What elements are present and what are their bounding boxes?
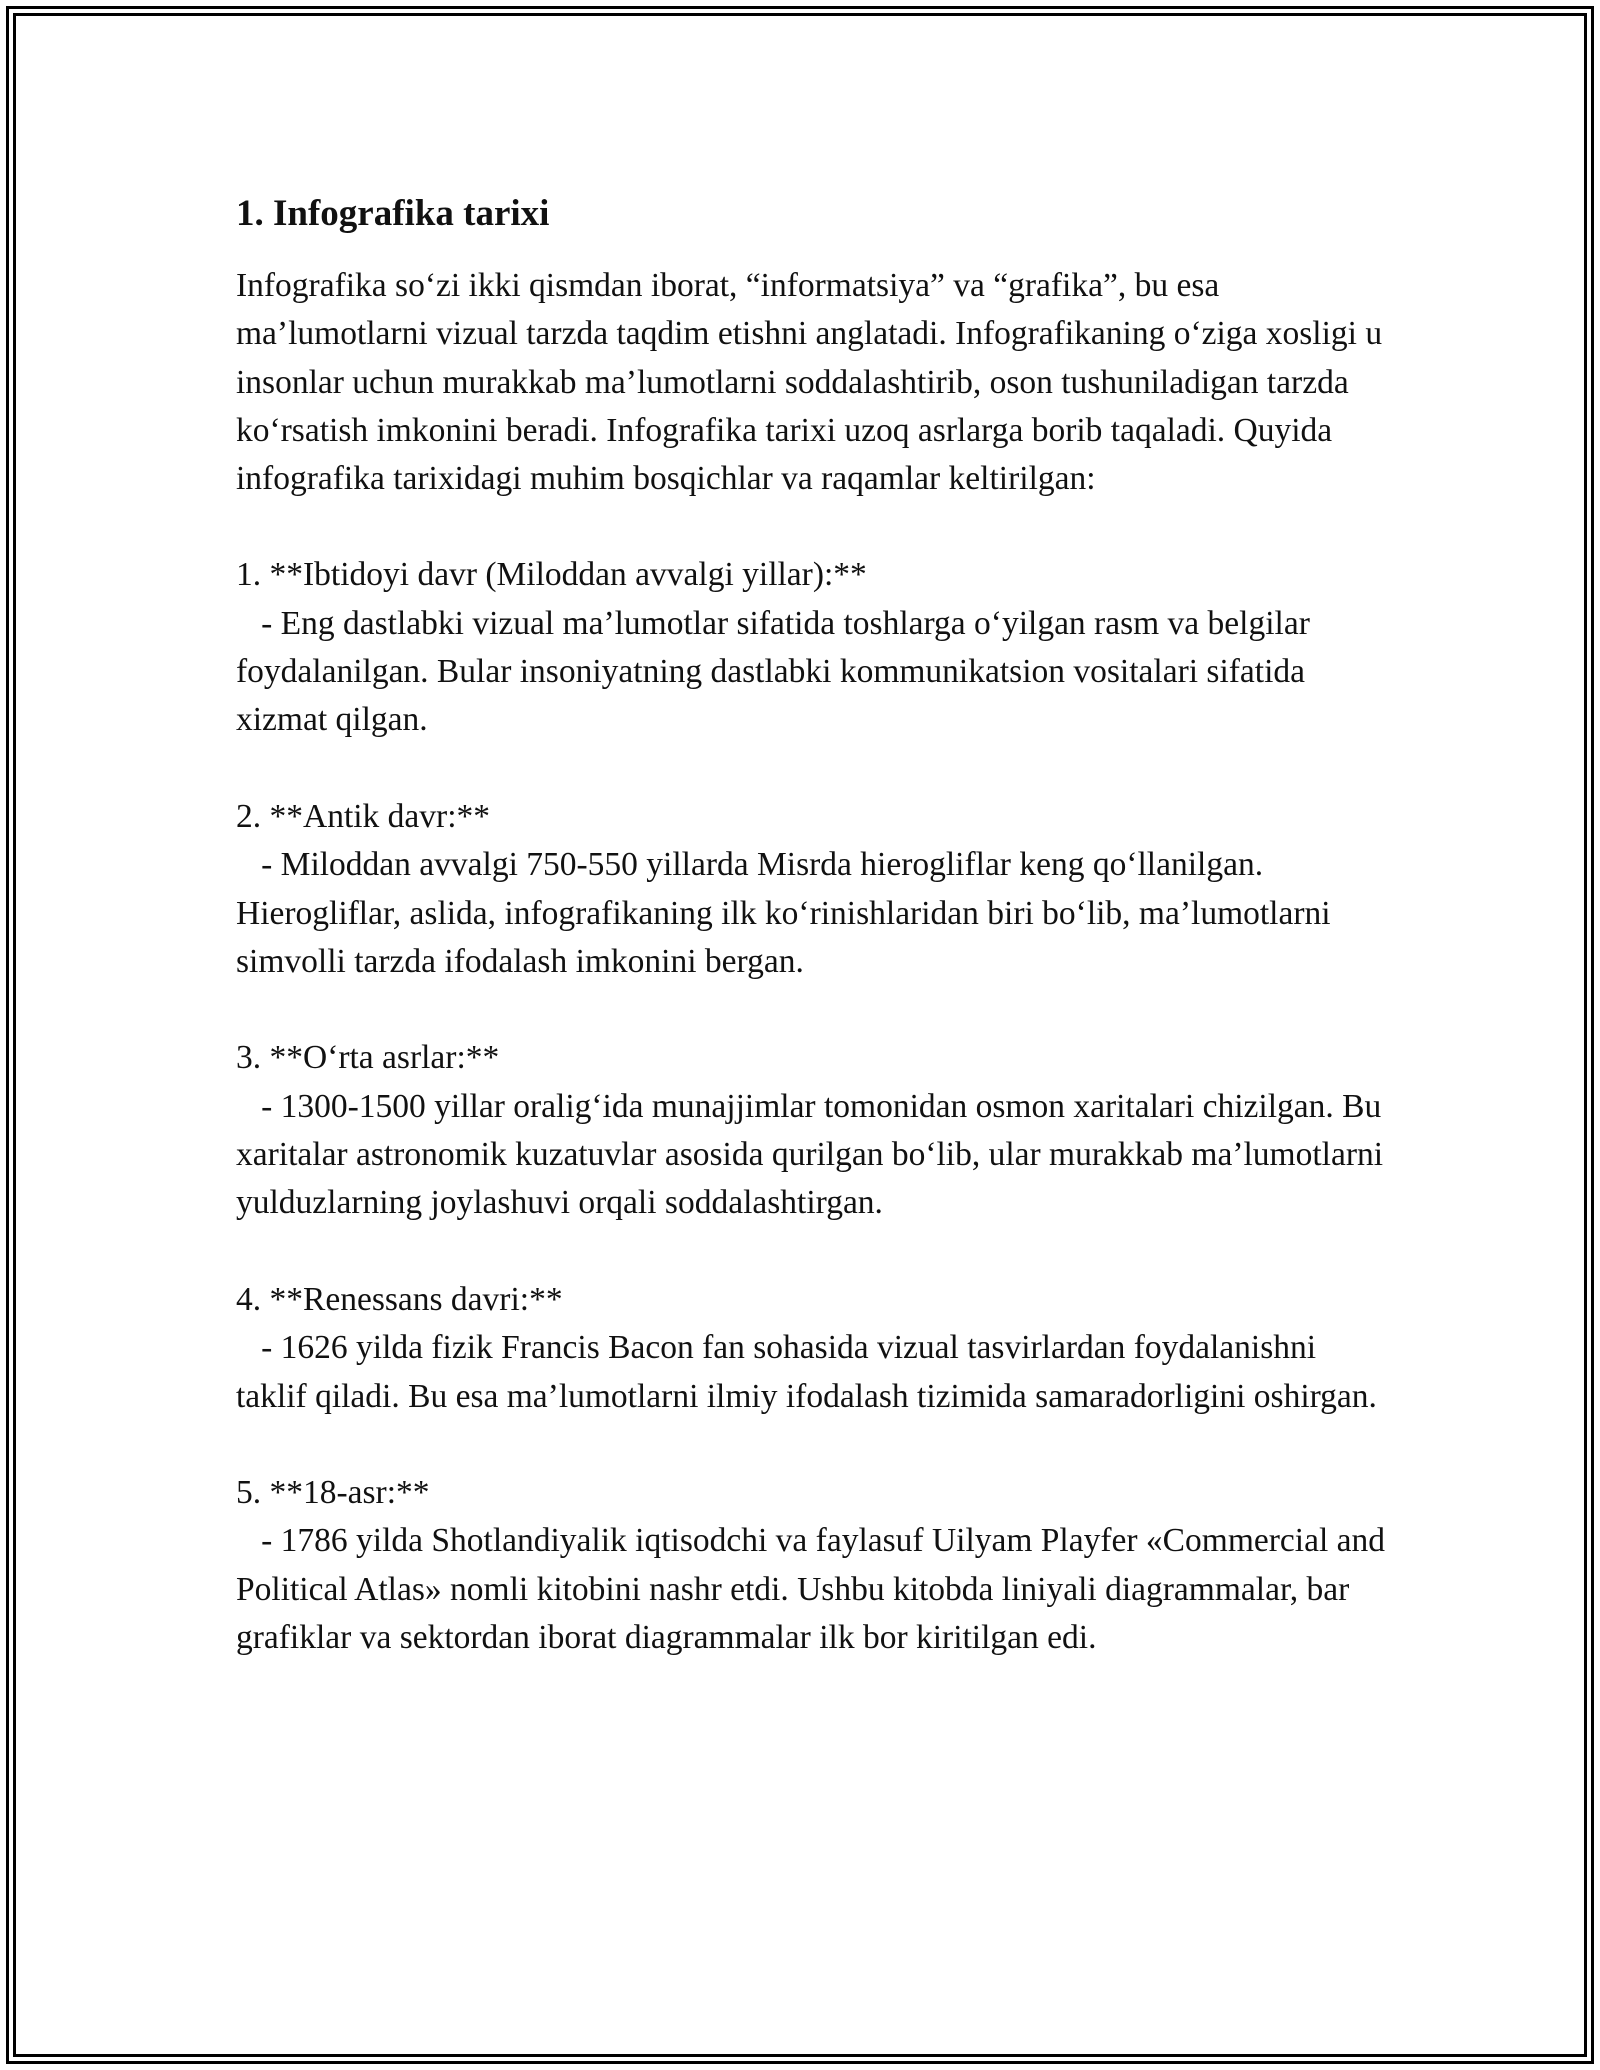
history-sections [236,551,1394,1662]
history-section [236,793,1386,986]
section-text: - 1300-1500 yillar oralig‘ida munajjimlar tomonidan osmon xaritalari chizilgan. Bu xaritalar astronomik kuzatuvlar asosida qurilgan bo‘lib, ular murakkab ma’lumotlarni yulduzlarning joylashuvi orqali soddalashtirgan. [236,1087,1392,1222]
section-text: - Miloddan avvalgi 750-550 yillarda Misrda hierogliflar keng qo‘llanilgan. Hierogliflar, aslida, infografikaning ilk ko‘rinishlaridan biri bo‘lib, ma’lumotlarni simvolli tarzda ifodalash imkonini bergan. [236,846,1339,980]
section-heading: 1. **Ibtidoyi davr (Miloddan avvalgi yillar):** [236,556,867,594]
intro-paragraph: Infografika so‘zi ikki qismdan iborat, “informatsiya” va “grafika”, bu esa ma’lumotlarni vizual tarzda taqdim etishni anglatadi. Infografikaning o‘ziga xosligi u insonlar uchun murakkab ma’lumotlarni soddalashtirib, oson tushuniladigan tarzda ko‘rsatish imkonini beradi. Infografika tarixi uzoq asrlarga borib taqaladi. Quyida infografika tarixidagi muhim bosqichlar va raqamlar keltirilgan: [236,267,1383,498]
document-body [236,186,1394,1711]
section-heading: 3. **O‘rta asrlar:** [236,1039,500,1077]
section-heading: 4. **Renessans davri:** [236,1280,563,1318]
history-section [236,551,1386,744]
section-text: - 1786 yilda Shotlandiyalik iqtisodchi va faylasuf Uilyam Playfer «Commercial and Political Atlas» nomli kitobini nashr etdi. Ushbu kitobda liniyali diagrammalar, bar grafiklar va sektordan iborat diagrammalar ilk bor kiritilgan edi. [236,1522,1394,1657]
history-section [236,1276,1386,1421]
section-heading: 5. **18-asr:** [236,1474,430,1512]
section-heading: 2. **Antik davr:** [236,797,491,835]
history-section [236,1469,1394,1662]
section-text: - 1626 yilda fizik Francis Bacon fan sohasida vizual tasvirlardan foydalanishni taklif qiladi. Bu esa ma’lumotlarni ilmiy ifodalash tizimida samaradorligini oshirgan. [236,1329,1377,1415]
section-text: - Eng dastlabki vizual ma’lumotlar sifatida toshlarga o‘yilgan rasm va belgilar foydalanilgan. Bular insoniyatning dastlabki kommunikatsion vositalari sifatida xizmat qilgan. [236,604,1319,739]
history-section [236,1034,1392,1227]
page-title: 1. Infografika tarixi [236,193,550,234]
